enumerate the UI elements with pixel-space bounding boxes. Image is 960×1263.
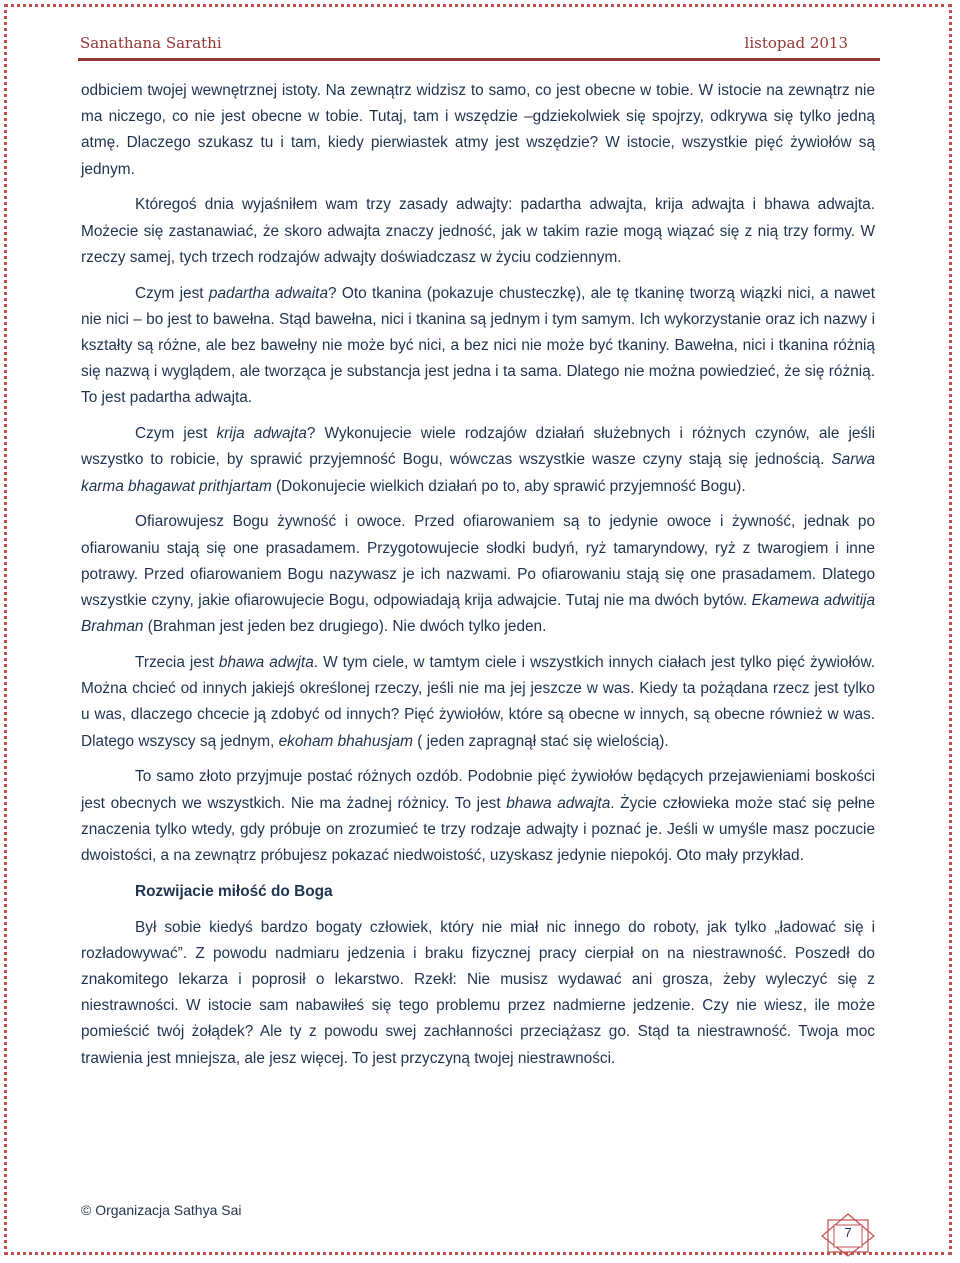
copyright-footer: © Organizacja Sathya Sai — [81, 1202, 242, 1218]
italic-term: bhawa adwjta — [218, 654, 314, 672]
italic-term: ekoham bhahusjam — [278, 732, 413, 750]
paragraph-7 — [81, 764, 875, 869]
text-run: (Dokonujecie wielkich działań po to, aby sprawić przyjemność Bogu). — [271, 477, 746, 495]
text-run: Czym jest — [135, 425, 217, 443]
header-divider — [78, 58, 880, 61]
paragraph-3 — [81, 281, 875, 412]
italic-term: Ekamewa adwitija Brahman — [81, 592, 876, 636]
italic-term: Sarwa karma bhagawat prithjartam — [81, 451, 875, 495]
italic-term: padartha adwaita — [208, 284, 329, 302]
paragraph-2 — [81, 192, 875, 271]
paragraph-1 — [81, 78, 875, 183]
paragraph-8: Był sobie kiedyś bardzo bogaty człowiek, który nie miał nic innego do roboty, jak tylko „ładować się i rozładowywać”. Z powodu nadmiaru jedzenia i braku fizycznej pracy cierpiał on na niestrawność. Poszedł do znakomitego lekarza i poprosił o lekarstwo. Rzekł: Nie musisz wydawać ani grosza, żeby wyleczyć się z niestrawności. W istocie sam nabawiłeś się tego problemu przez nadmierne jedzenie. Czy nie wiesz, ile może pomieścić twój żołądek? Ale ty z powodu swej zachłanności przeciążasz go. Stąd ta niestrawność. Twoja moc trawienia jest mniejsza, ale jesz więcej. To jest przyczyną twojej niestrawności. — [81, 918, 875, 1067]
text-run: . W tym ciele, w tamtym ciele i wszystkich innych ciałach jest tylko pięć żywiołów. Można chcieć od innych jakiejś określonej rzeczy, jeśli nie ma jej jeszcze w was. Kiedy ta pożądana rzecz jest tylko u was, dlaczego chcecie ją zdobyć od innych? Pięć żywiołów, które są obecne w innych, są obecne również w was. Dlatego wszyscy są jednym, — [81, 654, 876, 750]
text-run: Czym jest — [135, 284, 209, 302]
italic-term: krija adwajta — [216, 425, 307, 443]
paragraph-5 — [81, 509, 875, 640]
text-run: ( jeden zapragnął stać się wielością). — [412, 732, 669, 750]
text-run: Trzecia jest — [135, 654, 219, 672]
article-body — [81, 78, 875, 1081]
text-run: To samo złoto przyjmuje postać różnych ozdób. Podobnie pięć żywiołów będących przejawieniami boskości jest obecnych we wszystkich. Nie ma żadnej różnicy. To jest — [81, 768, 875, 812]
page-number: 7 — [844, 1225, 852, 1240]
text-run: Któregoś dnia wyjaśniłem wam trzy zasady adwajty: padartha adwajta, krija adwajta i bhawa adwajta. Możecie się zastanawiać, że skoro adwajta znaczy jedność, jak w takim razie mogą wiązać się z nią trzy formy. W rzeczy samej, tych trzech rodzajów adwajty doświadczasz w życiu codziennym. — [81, 196, 875, 266]
text-run: odbiciem twojej wewnętrznej istoty. Na zewnątrz widzisz to samo, co jest obecne w tobie. W istocie na zewnątrz nie ma niczego, co nie jest obecne w tobie. Tutaj, tam i wszędzie –gdziekolwiek się spojrzy, odkrywa się tylko jedną atmę. Dlaczego szukasz tu i tam, kiedy pierwiastek atmy jest wszędzie? W istocie, wszystkie pięć żywiołów są jednym. — [81, 82, 875, 178]
magazine-title: Sanathana Sarathi — [80, 34, 222, 52]
text-run: Ofiarowujesz Bogu żywność i owoce. Przed ofiarowaniem są to jedynie owoce i żywność, jednak po ofiarowaniu stają się one prasadamem. Przygotowujecie słodki budyń, ryż tamaryndowy, ryż z twarogiem i inne potrawy. Przed ofiarowaniem Bogu nazywasz je ich nazwami. Po ofiarowaniu stają się one prasadamem. Dlatego wszystkie czyny, jakie ofiarowujecie Bogu, odpowiadają krija adwajcie. Tutaj nie ma dwóch bytów. — [81, 513, 875, 610]
text-run: (Brahman jest jeden bez drugiego). Nie dwóch tylko jeden. — [143, 618, 547, 636]
italic-term: bhawa adwajta — [506, 794, 611, 812]
text-run: . Życie człowieka może stać się pełne znaczenia tylko wtedy, gdy próbuje on zrozumieć te trzy rodzaje adwajty i poznać je. Jeśli w umyśle masz poczucie dwoistości, a na zewnątrz próbujesz pokazać niedwoistość, uzyskasz jedynie niepokój. Oto mały przykład. — [81, 794, 875, 865]
issue-date: listopad 2013 — [744, 34, 848, 52]
paragraph-6 — [81, 650, 875, 755]
text-run: ? Wykonujecie wiele rodzajów działań służebnych i różnych czynów, ale jeśli wszystko to robicie, by sprawić przyjemność Bogu, wówczas wszystkie wasze czyny stają się jednością. — [81, 425, 876, 469]
text-run: ? Oto tkanina (pokazuje chusteczkę), ale tę tkaninę tworzą wiązki nici, a nawet nie nici – bo jest to bawełna. Stąd bawełna, nici i tkanina są jednym i tym samym. Ich wykorzystanie oraz ich nazwy i kształty są różne, ale bez bawełny nie może być nici, a bez nici nie może być tkaniny. Bawełna, nici i tkanina różnią się nazwą i wyglądem, ale tworząca je substancja jest jedna i ta sama. Dlatego nie można powiedzieć, że się różnią. To jest padartha adwajta. — [81, 284, 876, 407]
section-heading: Rozwijacie miłość do Boga — [135, 882, 333, 900]
paragraph-4 — [81, 421, 875, 500]
